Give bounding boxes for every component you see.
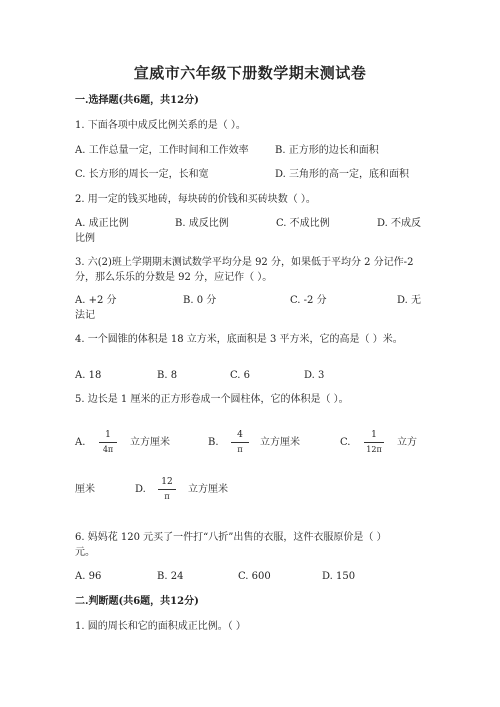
exam-title: 宣威市六年级下册数学期末测试卷 bbox=[133, 64, 367, 82]
q2-stem: 2. 用一定的钱买地砖，每块砖的价钱和买砖块数（ ）。 bbox=[75, 194, 316, 205]
q5-stem: 5. 边长是 1 厘米的正方形卷成一个圆柱体，它的体积是（ ）。 bbox=[75, 394, 349, 405]
q1-option-b: B. 正方形的边长和面积 bbox=[275, 145, 379, 156]
q6-option-c: C. 600 bbox=[238, 571, 271, 582]
q1-option-a: A. 工作总量一定，工作时间和工作效率 bbox=[75, 145, 249, 156]
q5-option-a-fraction bbox=[97, 430, 119, 455]
q4-option-d: D. 3 bbox=[304, 370, 325, 381]
fraction-bar bbox=[364, 442, 384, 443]
section-judge-heading: 二.判断题(共6题，共12分) bbox=[75, 596, 199, 607]
q4-stem: 4. 一个圆锥的体积是 18 立方米，底面积是 3 平方米，它的高是（ ）米。 bbox=[75, 334, 403, 345]
q5-option-d-fraction bbox=[156, 477, 178, 502]
q5-option-c-label: C. bbox=[340, 437, 351, 448]
q5-option-d-numerator: 12 bbox=[161, 477, 173, 487]
q4-option-a: A. 18 bbox=[75, 370, 102, 381]
q6-stem-line1: 6. 妈妈花 120 元买了一件打“八折”出售的衣服，这件衣服原价是（ ） bbox=[75, 532, 387, 543]
q5-option-a-numerator: 1 bbox=[105, 430, 111, 440]
q5-option-c-unit: 立方 bbox=[397, 437, 417, 448]
q5-option-a-label: A. bbox=[75, 437, 86, 448]
q6-option-a: A. 96 bbox=[75, 571, 102, 582]
q3-option-d: D. 无 bbox=[397, 295, 422, 306]
q5-option-b-label: B. bbox=[208, 437, 219, 448]
q6-option-d: D. 150 bbox=[322, 571, 356, 582]
fraction-bar bbox=[231, 442, 249, 443]
q1-option-c: C. 长方形的周长一定，长和宽 bbox=[75, 169, 209, 180]
q3-stem-line1: 3. 六(2)班上学期期末测试数学平均分是 92 分，如果低于平均分 2 分记作-2 bbox=[75, 257, 414, 268]
q3-option-c: C. -2 分 bbox=[290, 295, 327, 306]
q5-option-b-fraction bbox=[229, 430, 251, 455]
q5-option-b-denominator: π bbox=[237, 445, 243, 454]
q5-option-d-label: D. bbox=[135, 484, 146, 495]
q5-option-c-fraction bbox=[362, 430, 386, 455]
q5-option-c-numerator: 1 bbox=[371, 430, 377, 440]
q5-option-c-denominator: 12π bbox=[366, 445, 382, 454]
q3-option-b: B. 0 分 bbox=[183, 295, 217, 306]
q5-option-a-denominator: 4π bbox=[102, 445, 114, 454]
q5-option-d-unit: 立方厘米 bbox=[188, 484, 228, 495]
q5-option-c-unit-wrap: 厘米 bbox=[75, 484, 95, 495]
q3-option-a: A. +2 分 bbox=[75, 295, 117, 306]
q5-option-d-denominator: π bbox=[164, 492, 170, 501]
q1-option-d: D. 三角形的高一定，底和面积 bbox=[275, 169, 410, 180]
q2-option-d: D. 不成反 bbox=[377, 218, 422, 229]
q2-option-b: B. 成反比例 bbox=[175, 218, 229, 229]
q3-option-d-wrap: 法记 bbox=[75, 310, 95, 321]
q6-option-b: B. 24 bbox=[157, 571, 184, 582]
q5-option-a-unit: 立方厘米 bbox=[130, 437, 170, 448]
q2-option-d-wrap: 比例 bbox=[75, 233, 95, 244]
q2-option-a: A. 成正比例 bbox=[75, 218, 129, 229]
fraction-bar bbox=[158, 489, 176, 490]
q4-option-b: B. 8 bbox=[157, 370, 178, 381]
fraction-bar bbox=[99, 442, 117, 443]
j1-stem: 1. 圆的周长和它的面积成正比例。（ ） bbox=[75, 621, 246, 632]
q6-stem-line2: 元。 bbox=[75, 547, 95, 558]
q5-option-b-unit: 立方厘米 bbox=[260, 437, 300, 448]
section-choice-heading: 一.选择题(共6题，共12分) bbox=[75, 95, 199, 106]
q2-option-c: C. 不成比例 bbox=[276, 218, 330, 229]
q4-option-c: C. 6 bbox=[230, 370, 251, 381]
q1-stem: 1. 下面各项中成反比例关系的是（ ）。 bbox=[75, 120, 246, 131]
q5-option-b-numerator: 4 bbox=[237, 430, 243, 440]
q3-stem-line2: 分，那么乐乐的分数是 92 分，应记作（ ）。 bbox=[75, 272, 273, 283]
